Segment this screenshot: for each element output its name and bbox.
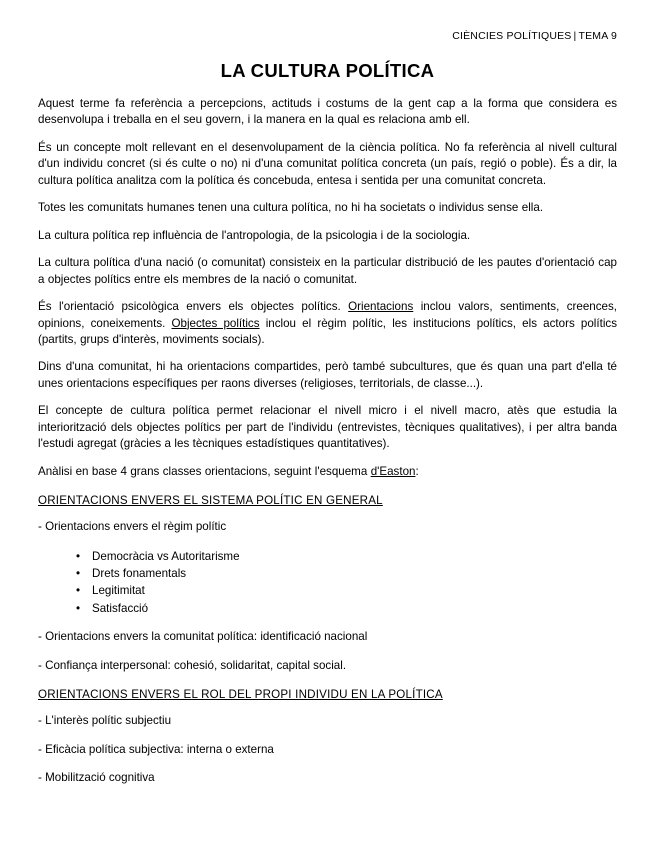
list-item: - Orientacions envers la comunitat política: identificació nacional xyxy=(38,630,368,644)
page-title: LA CULTURA POLÍTICA xyxy=(220,60,435,81)
paragraph-6: Dins d'una comunitat, hi ha orientacions compartides, però també subcultures, que és quan una part d'ella té unes orientacions específiques per raons diverses (religioses, territorials, de classe...). xyxy=(38,360,617,390)
list-item: - Eficàcia política subjectiva: interna o externa xyxy=(38,742,274,756)
list-item: • Satisfacció xyxy=(92,600,617,617)
header-topic: TEMA 9 xyxy=(578,30,617,42)
list-item: - Mobilització cognitiva xyxy=(38,770,155,784)
orientacio-text-3: inclou el règim polític, les institucions polítics, els actors polítics (partits, grups d'interès, moviments socials). xyxy=(38,316,617,346)
analisi-underline: d'Easton xyxy=(370,464,416,478)
paragraph-4: La cultura política rep influència de l'antropologia, de la psicologia i de la sociologia. xyxy=(38,228,471,242)
section-heading-rol-individu: ORIENTACIONS ENVERS EL ROL DEL PROPI INDIVIDU EN LA POLÍTICA xyxy=(38,688,443,702)
list-item: • Democràcia vs Autoritarisme xyxy=(92,548,617,565)
list-item: • Drets fonamentals xyxy=(92,565,617,582)
list-item: - L'interès polític subjectiu xyxy=(38,714,172,728)
orientacio-underline-1: Orientacions xyxy=(348,300,414,314)
paragraph-7: El concepte de cultura política permet relacionar el nivell micro i el nivell macro, atès que estudia la interiorització dels objectes polítics per part de l'individu (entrevistes, tècniques qualitatives), i per altra banda l'estudi agregat (gràcies a les tècniques estadístiques quantitatives). xyxy=(38,404,617,451)
paragraph-analisi xyxy=(38,464,617,480)
bullet-list-sistema-politic xyxy=(38,548,617,618)
list-item: • Legitimitat xyxy=(92,582,617,599)
paragraph-orientacio xyxy=(38,299,617,348)
header-course: CIÈNCIES POLÍTIQUES xyxy=(452,30,572,42)
orientacio-text-2: inclou valors, sentiments, creences, opinions, coneixements. xyxy=(38,300,618,330)
orientacio-underline-2: Objectes polítics xyxy=(171,316,260,330)
paragraph-5: La cultura política d'una nació (o comunitat) consisteix en la particular distribució de les pautes d'orientació cap a objectes polítics entre els membres de la nació o comunitat. xyxy=(38,256,617,286)
header-separator: | xyxy=(573,30,577,42)
paragraph-3: Totes les comunitats humanes tenen una cultura política, no hi ha societats o individus sense ella. xyxy=(38,201,544,215)
paragraph-1: Aquest terme fa referència a percepcions, actituds i costums de la gent cap a la forma que considera es desenvolupa i treballa en el seu govern, i la manera en la qual es relaciona amb ell. xyxy=(38,97,617,127)
analisi-text-2: : xyxy=(415,464,419,478)
analisi-text-1: Anàlisi en base 4 grans classes orientacions, seguint l'esquema xyxy=(38,464,371,478)
list-item: - Confiança interpersonal: cohesió, solidaritat, capital social. xyxy=(38,658,347,672)
page-header xyxy=(38,30,617,42)
orientacio-text-1: És l'orientació psicològica envers els objectes polítics. xyxy=(38,300,349,314)
section-heading-sistema-politic: ORIENTACIONS ENVERS EL SISTEMA POLÍTIC EN GENERAL xyxy=(38,494,383,508)
paragraph-2: És un concepte molt rellevant en el desenvolupament de la ciència política. No fa referència al nivell cultural d'un individu concret (si és culte o no) ni d'una comunitat política concreta (un país, regió o poble). És a dir, la cultura política analitza com la política és concebuda, entesa i sentida per una comunitat concreta. xyxy=(38,140,617,187)
list-item: - Orientacions envers el règim polític xyxy=(38,520,227,534)
